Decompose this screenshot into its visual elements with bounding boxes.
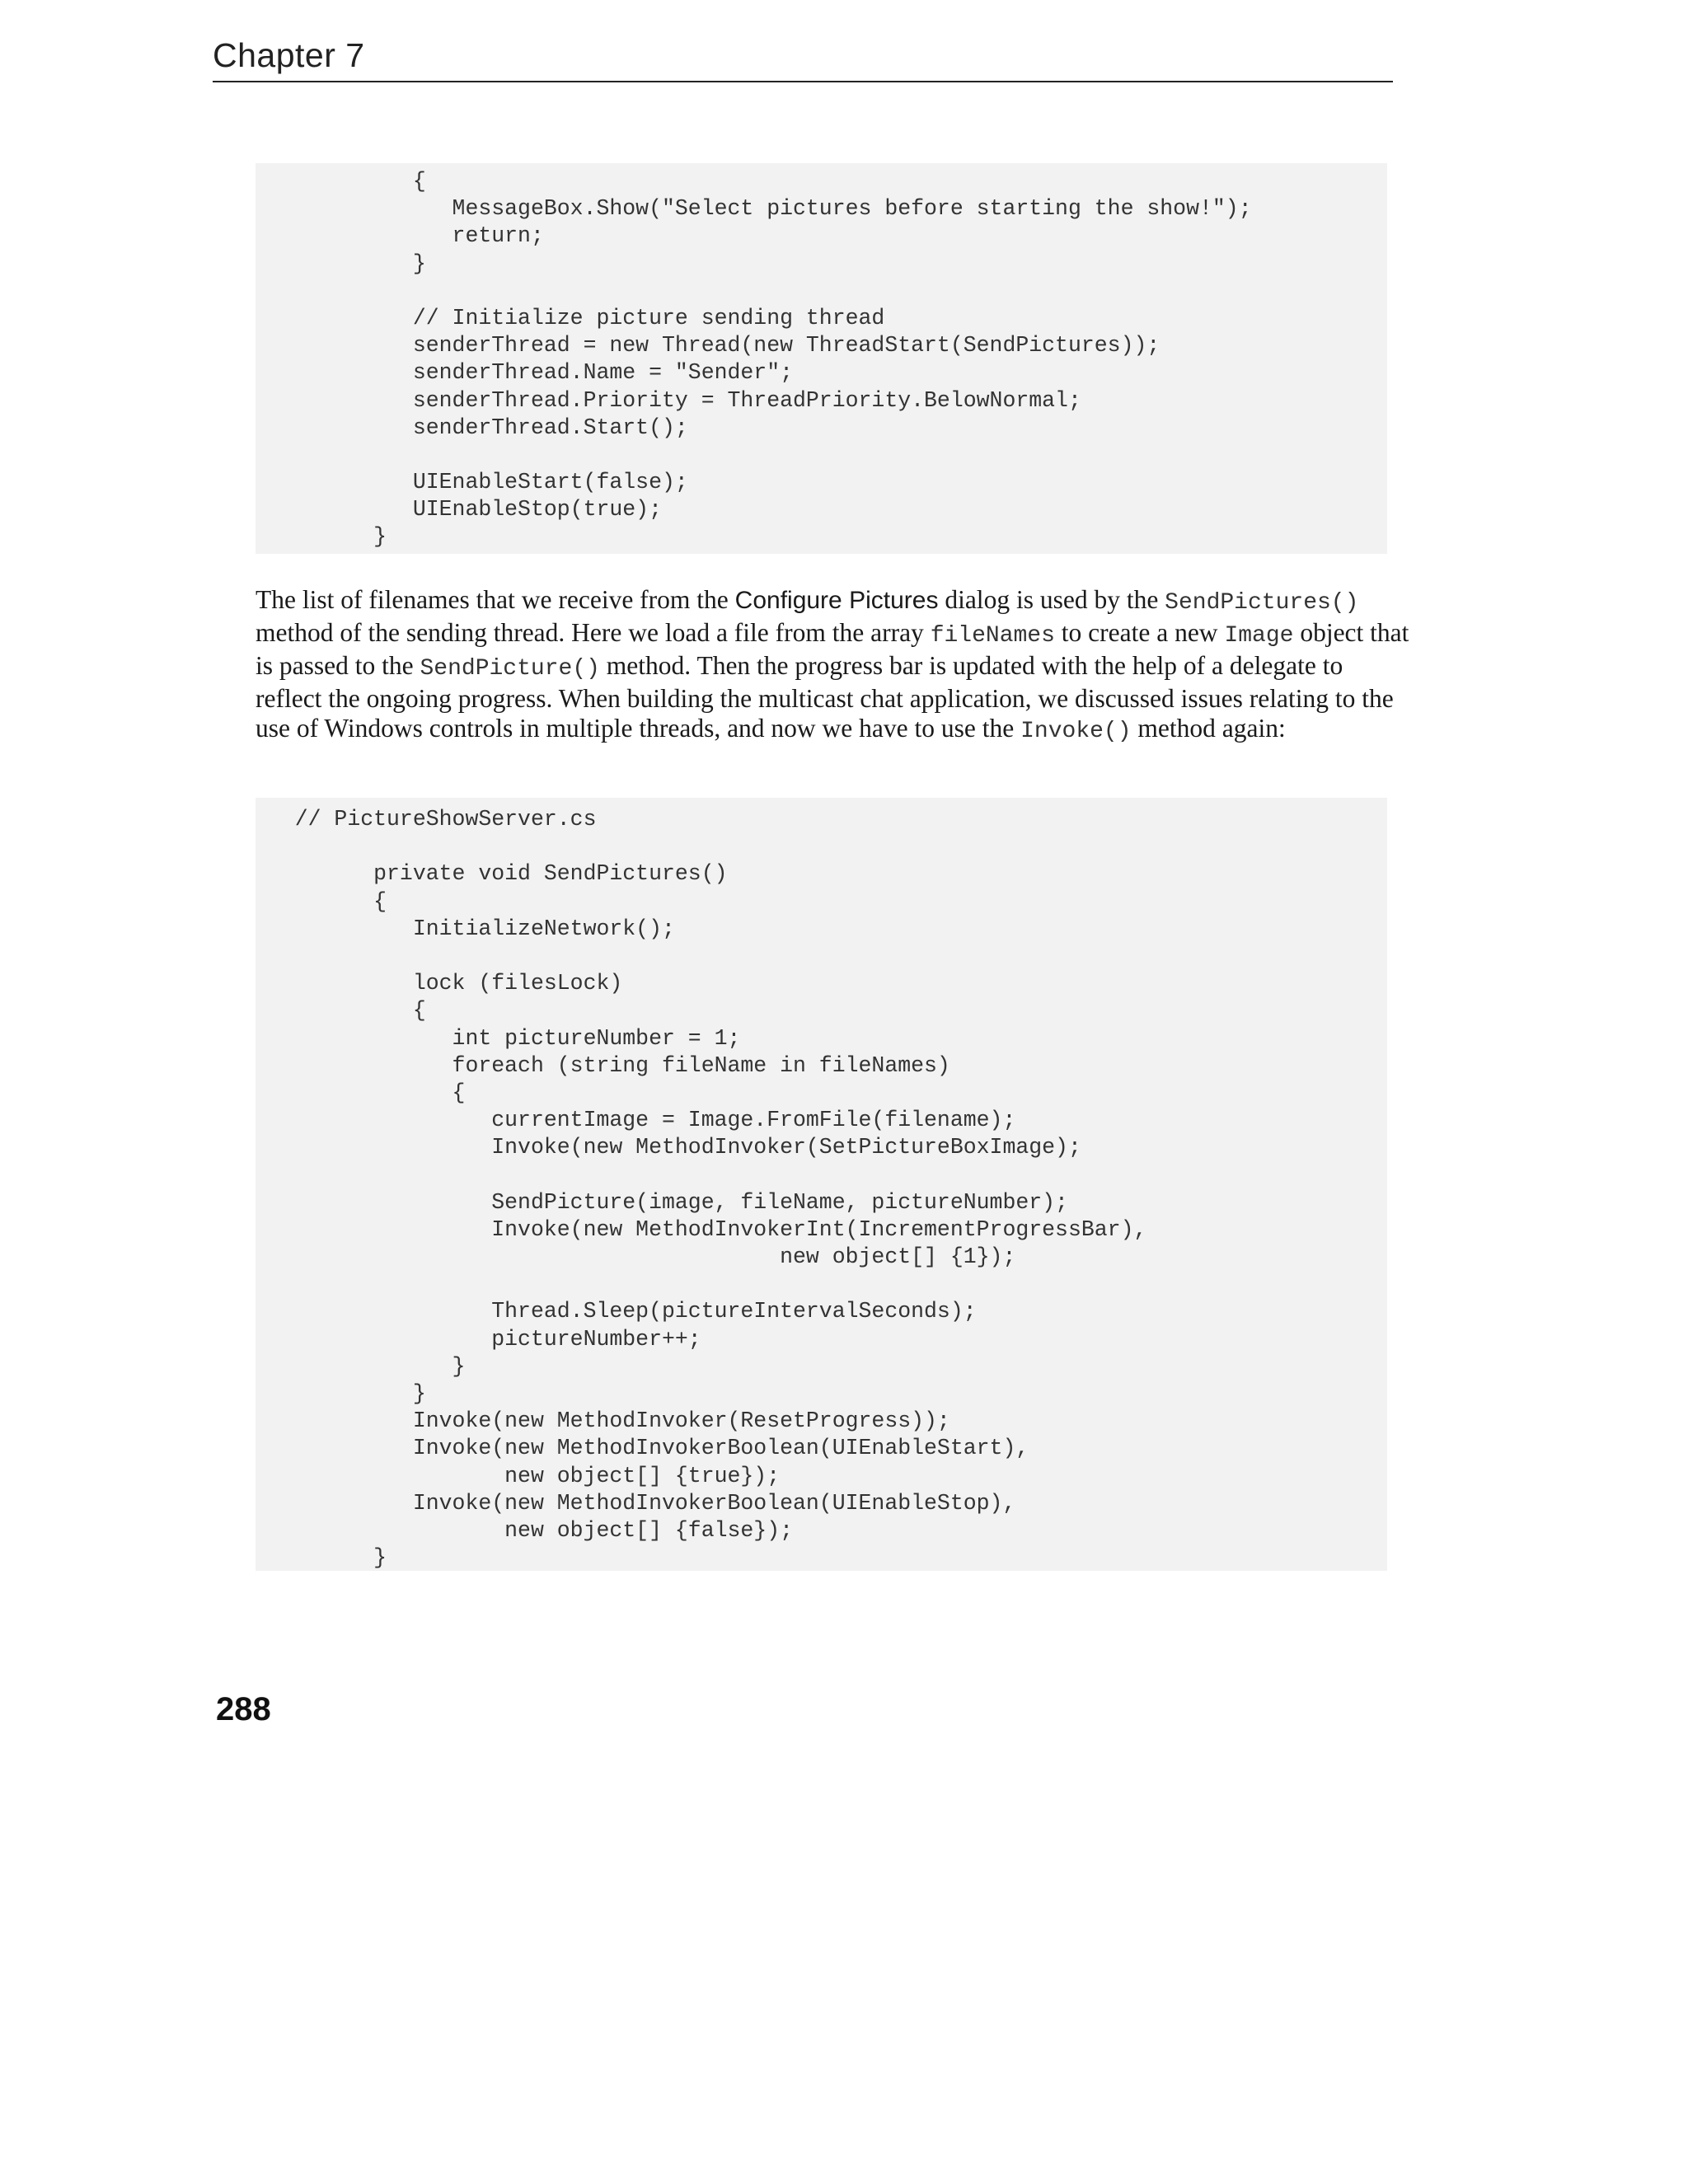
- code-line: return;: [256, 223, 544, 249]
- paragraph-text: dialog is used by the: [938, 585, 1165, 614]
- code-line: }: [256, 524, 387, 550]
- inline-code: Invoke(): [1020, 719, 1132, 744]
- code-line: foreach (string fileName in fileNames): [256, 1052, 950, 1078]
- code-line: int pictureNumber = 1;: [256, 1025, 741, 1051]
- code-line: {: [256, 888, 387, 914]
- code-line: Invoke(new MethodInvoker(ResetProgress));: [256, 1408, 950, 1434]
- paragraph-text: The list of filenames that we receive from the: [256, 585, 735, 614]
- code-line: }: [256, 1545, 387, 1571]
- body-paragraph: [256, 585, 1409, 747]
- code-line: [256, 943, 1387, 970]
- code-line: new object[] {true});: [256, 1463, 781, 1488]
- code-line: {: [256, 998, 426, 1024]
- code-line: UIEnableStop(true);: [256, 497, 662, 523]
- code-line: }: [256, 1380, 426, 1406]
- code-line: UIEnableStart(false);: [256, 470, 688, 495]
- code-line: {: [256, 169, 426, 194]
- code-line: [256, 1161, 1387, 1188]
- code-line: InitializeNetwork();: [256, 916, 675, 941]
- inline-code: Image: [1224, 623, 1294, 649]
- code-line: senderThread = new Thread(new ThreadStart(SendPictures));: [256, 333, 1160, 359]
- code-line: Thread.Sleep(pictureIntervalSeconds);: [256, 1299, 977, 1324]
- paragraph-text: method again:: [1131, 714, 1286, 743]
- code-line: new object[] {1});: [256, 1244, 1016, 1269]
- chapter-header: [213, 35, 1393, 82]
- paragraph-text: method of the sending thread. Here we load a file from the array: [256, 618, 931, 647]
- code-line: private void SendPictures(): [256, 861, 728, 887]
- code-line: [256, 278, 1387, 305]
- inline-code: fileNames: [930, 623, 1055, 649]
- code-line: }: [256, 1353, 466, 1379]
- code-line: {: [256, 1080, 466, 1105]
- code-line: [256, 1271, 1387, 1298]
- code-line: [256, 833, 1387, 860]
- chapter-title: Chapter 7: [213, 36, 365, 74]
- paragraph-text: object that is passed to the: [256, 618, 1409, 680]
- ui-term-configure-pictures: Configure Pictures: [734, 587, 939, 614]
- code-line: senderThread.Priority = ThreadPriority.BelowNormal;: [256, 387, 1081, 413]
- paragraph-text: to create a new: [1054, 618, 1225, 647]
- code-line: SendPicture(image, fileName, pictureNumber);: [256, 1189, 1068, 1215]
- code-line: Invoke(new MethodInvokerBoolean(UIEnableStop),: [256, 1490, 1016, 1516]
- code-line: new object[] {false});: [256, 1517, 794, 1543]
- code-line: [256, 442, 1387, 469]
- code-line: lock (filesLock): [256, 971, 623, 996]
- paragraph-text: method. Then the progress bar is updated with the help of a delegate to reflect the ongoing progress. When building the multicast chat application, we discussed issues relating to the use of Windows controls in multiple threads, and now we have to use the: [256, 651, 1394, 743]
- code-line: currentImage = Image.FromFile(filename);: [256, 1108, 1016, 1133]
- code-line: MessageBox.Show("Select pictures before starting the show!");: [256, 196, 1252, 222]
- code-line: Invoke(new MethodInvokerInt(IncrementProgressBar),: [256, 1216, 1147, 1242]
- code-line: Invoke(new MethodInvoker(SetPictureBoxImage);: [256, 1135, 1081, 1160]
- code-line: Invoke(new MethodInvokerBoolean(UIEnableStart),: [256, 1436, 1029, 1461]
- code-block-1: [256, 163, 1387, 554]
- code-line: }: [256, 251, 426, 276]
- page-number: 288: [216, 1691, 271, 1727]
- code-block-2: [256, 798, 1387, 1571]
- code-line: // Initialize picture sending thread: [256, 305, 885, 330]
- inline-code: SendPictures(): [1165, 590, 1359, 616]
- code-line: senderThread.Name = "Sender";: [256, 360, 794, 386]
- code-line: senderThread.Start();: [256, 415, 688, 440]
- code-line: pictureNumber++;: [256, 1326, 701, 1352]
- code-line: // PictureShowServer.cs: [256, 807, 597, 832]
- inline-code: SendPicture(): [420, 656, 600, 682]
